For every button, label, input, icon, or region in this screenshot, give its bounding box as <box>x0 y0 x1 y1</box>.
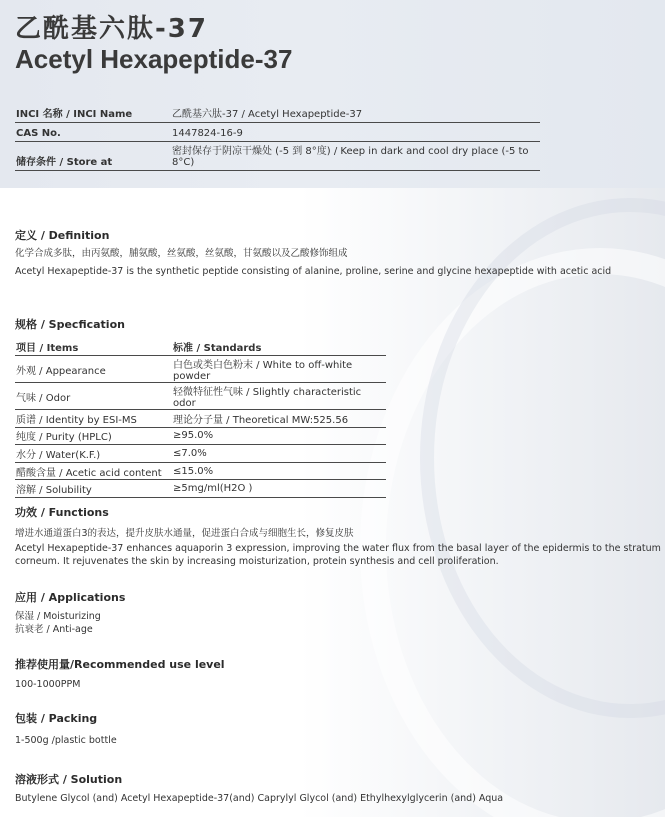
functions-title: 功效 / Functions <box>15 506 109 519</box>
spec-item: 醋酸含量 / Acetic acid content <box>15 462 172 480</box>
product-title-en: Acetyl Hexapeptide-37 <box>15 44 293 74</box>
solution-section <box>15 771 503 805</box>
product-title-cn: 乙酰基六肽-37 <box>15 14 208 44</box>
spec-item: 纯度 / Purity (HPLC) <box>15 427 172 445</box>
spec-item: 气味 / Odor <box>15 383 172 410</box>
packing-section <box>15 710 117 747</box>
usage-title: 推荐使用量/Recommended use level <box>15 658 225 671</box>
specification-section <box>15 316 125 332</box>
functions-section <box>15 504 661 568</box>
spec-item: 溶解 / Solubility <box>15 480 172 498</box>
applications-title: 应用 / Applications <box>15 591 126 604</box>
specification-table <box>15 338 386 498</box>
list-item: 保湿 / Moisturizing <box>15 611 101 622</box>
list-item: 抗衰老 / Anti-age <box>15 624 93 635</box>
spec-standard: ≥95.0% <box>172 427 386 445</box>
table-row <box>15 480 386 498</box>
definition-title: 定义 / Definition <box>15 229 110 242</box>
usage-value: 100-1000PPM <box>15 679 81 690</box>
info-label: INCI 名称 / INCI Name <box>15 103 171 122</box>
spec-standard: 白色或类白色粉末 / White to off-white powder <box>172 356 386 383</box>
table-row <box>15 445 386 463</box>
applications-section <box>15 589 125 636</box>
functions-en-2: corneum. It rejuvenates the skin by increasing moisturization, protein synthesis and cell proliferation. <box>15 556 499 567</box>
solution-title: 溶液形式 / Solution <box>15 773 123 786</box>
spec-standard: 轻微特征性气味 / Slightly characteristic odor <box>172 383 386 410</box>
packing-title: 包装 / Packing <box>15 712 98 725</box>
info-row-cas <box>15 122 540 141</box>
spec-item: 外观 / Appearance <box>15 356 172 383</box>
spec-header-row <box>15 338 386 356</box>
spec-standard: ≤15.0% <box>172 462 386 480</box>
info-label: CAS No. <box>15 122 171 141</box>
spec-header-standards: 标准 / Standards <box>172 338 386 356</box>
specification-title: 规格 / Specfication <box>15 318 125 331</box>
usage-section <box>15 656 225 691</box>
spec-item: 质谱 / Identity by ESI-MS <box>15 410 172 428</box>
solution-value: Butylene Glycol (and) Acetyl Hexapeptide-37(and) Caprylyl Glycol (and) Ethylhexylglycerin (and) Aqua <box>15 793 504 804</box>
info-value: 1447824-16-9 <box>171 122 540 141</box>
table-row <box>15 410 386 428</box>
functions-en-1: Acetyl Hexapeptide-37 enhances aquaporin 3 expression, improving the water flux from the basal layer of the epidermis to the stratum <box>15 543 661 554</box>
info-row-store <box>15 141 540 170</box>
definition-section <box>15 227 611 278</box>
info-label: 储存条件 / Store at <box>15 141 171 170</box>
spec-header-items: 项目 / Items <box>15 338 172 356</box>
definition-cn: 化学合成多肽，由丙氨酸，脯氨酸，丝氨酸，丝氨酸，甘氨酸以及乙酸修饰组成 <box>15 248 348 259</box>
info-row-inci <box>15 103 540 122</box>
definition-en: Acetyl Hexapeptide-37 is the synthetic peptide consisting of alanine, proline, serine and glycine hexapeptide with acetic acid <box>15 266 612 277</box>
product-info-table <box>15 103 540 171</box>
info-value: 乙酰基六肽-37 / Acetyl Hexapeptide-37 <box>171 103 540 122</box>
packing-value: 1-500g /plastic bottle <box>15 735 117 746</box>
spec-standard: ≥5mg/ml(H2O ) <box>172 480 386 498</box>
spec-standard: ≤7.0% <box>172 445 386 463</box>
functions-cn: 增进水通道蛋白3的表达，提升皮肤水通量，促进蛋白合成与细胞生长，修复皮肤 <box>15 528 354 539</box>
table-row <box>15 462 386 480</box>
info-value: 密封保存于阴凉干燥处 (-5 到 8°度) / Keep in dark and cool dry place (-5 to 8°C) <box>171 141 540 170</box>
table-row <box>15 356 386 383</box>
spec-standard: 理论分子量 / Theoretical MW:525.56 <box>172 410 386 428</box>
table-row <box>15 383 386 410</box>
spec-item: 水分 / Water(K.F.) <box>15 445 172 463</box>
table-row <box>15 427 386 445</box>
